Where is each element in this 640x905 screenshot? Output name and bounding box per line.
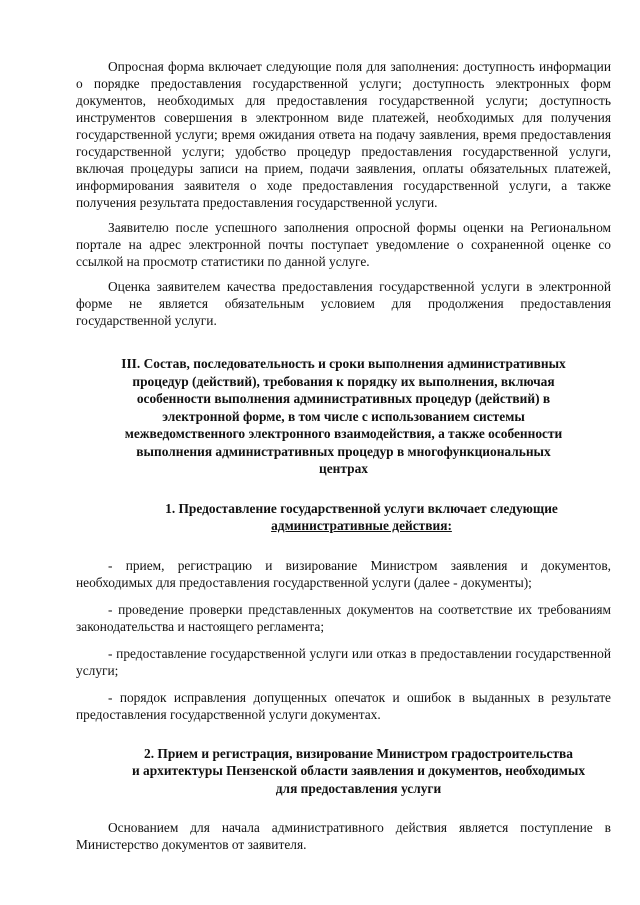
action-item-4: - порядок исправления допущенных опечаток и ошибок в выданных в результате предоставления государственной услуги документах. xyxy=(76,689,611,722)
subheading-2 xyxy=(76,745,611,798)
action-item-3: - предоставление государственной услуги или отказ в предоставлении государственной услуги; xyxy=(76,645,611,678)
subheading-2-line1: 2. Прием и регистрация, визирование Министром градостроительства xyxy=(144,745,573,761)
document-page xyxy=(76,58,611,853)
intro-paragraph-3: Оценка заявителем качества предоставления государственной услуги в электронной форме не является обязательным условием для продолжения предоставления государственной услуги. xyxy=(76,279,611,328)
subheading-1-line1: 1. Предоставление государственной услуги включает следующие xyxy=(165,500,558,516)
action-item-2: - проведение проверки представленных документов на соответствие их требованиям законодательства и настоящего регламента; xyxy=(76,601,611,634)
subheading-2-line3: для предоставления услуги xyxy=(275,780,442,796)
intro-paragraph-2: Заявителю после успешного заполнения опросной формы оценки на Региональном портале на адрес электронной почты поступает уведомление о сохраненной оценке со ссылкой на просмотр статистики по данной услуге. xyxy=(76,220,611,269)
subheading-2-line2: и архитектуры Пензенской области заявления и документов, необходимых xyxy=(131,763,586,778)
closing-paragraph: Основанием для начала административного действия является поступление в Министерство документов от заявителя. xyxy=(76,820,611,852)
action-item-1: - прием, регистрацию и визирование Министром заявления и документов, необходимых для предоставления государственной услуги (далее - документы); xyxy=(76,557,611,590)
intro-paragraph-1: Опросная форма включает следующие поля для заполнения: доступность информации о порядке предоставления государственной услуги; доступность электронных форм документов, необходимых для предоставления государственной услуги; доступность инструментов совершения в электронном виде платежей, необходимых для получения государственной услуги; время ожидания ответа на подачу заявления, время предоставления государственной услуги; удобство процедур предоставления государственной услуги, включая процедуры записи на прием, подачи заявления, оплаты обязательных платежей, информирования заявителя о ходе предоставления государственной услуги, а также получения результата предоставления государственной услуги. xyxy=(76,59,611,210)
subheading-1 xyxy=(76,500,611,535)
section-heading: III. Состав, последовательность и сроки выполнения административных процедур (действий), требования к порядку их выполнения, включая особенности выполнения административных процедур (действий) в электронной форме, в том числе с использованием системы межведомственного электронного взаимодействия, а также особенности выполнения административных процедур в многофункциональных центрах xyxy=(121,356,566,476)
subheading-1-line2: административные действия: xyxy=(271,518,452,533)
